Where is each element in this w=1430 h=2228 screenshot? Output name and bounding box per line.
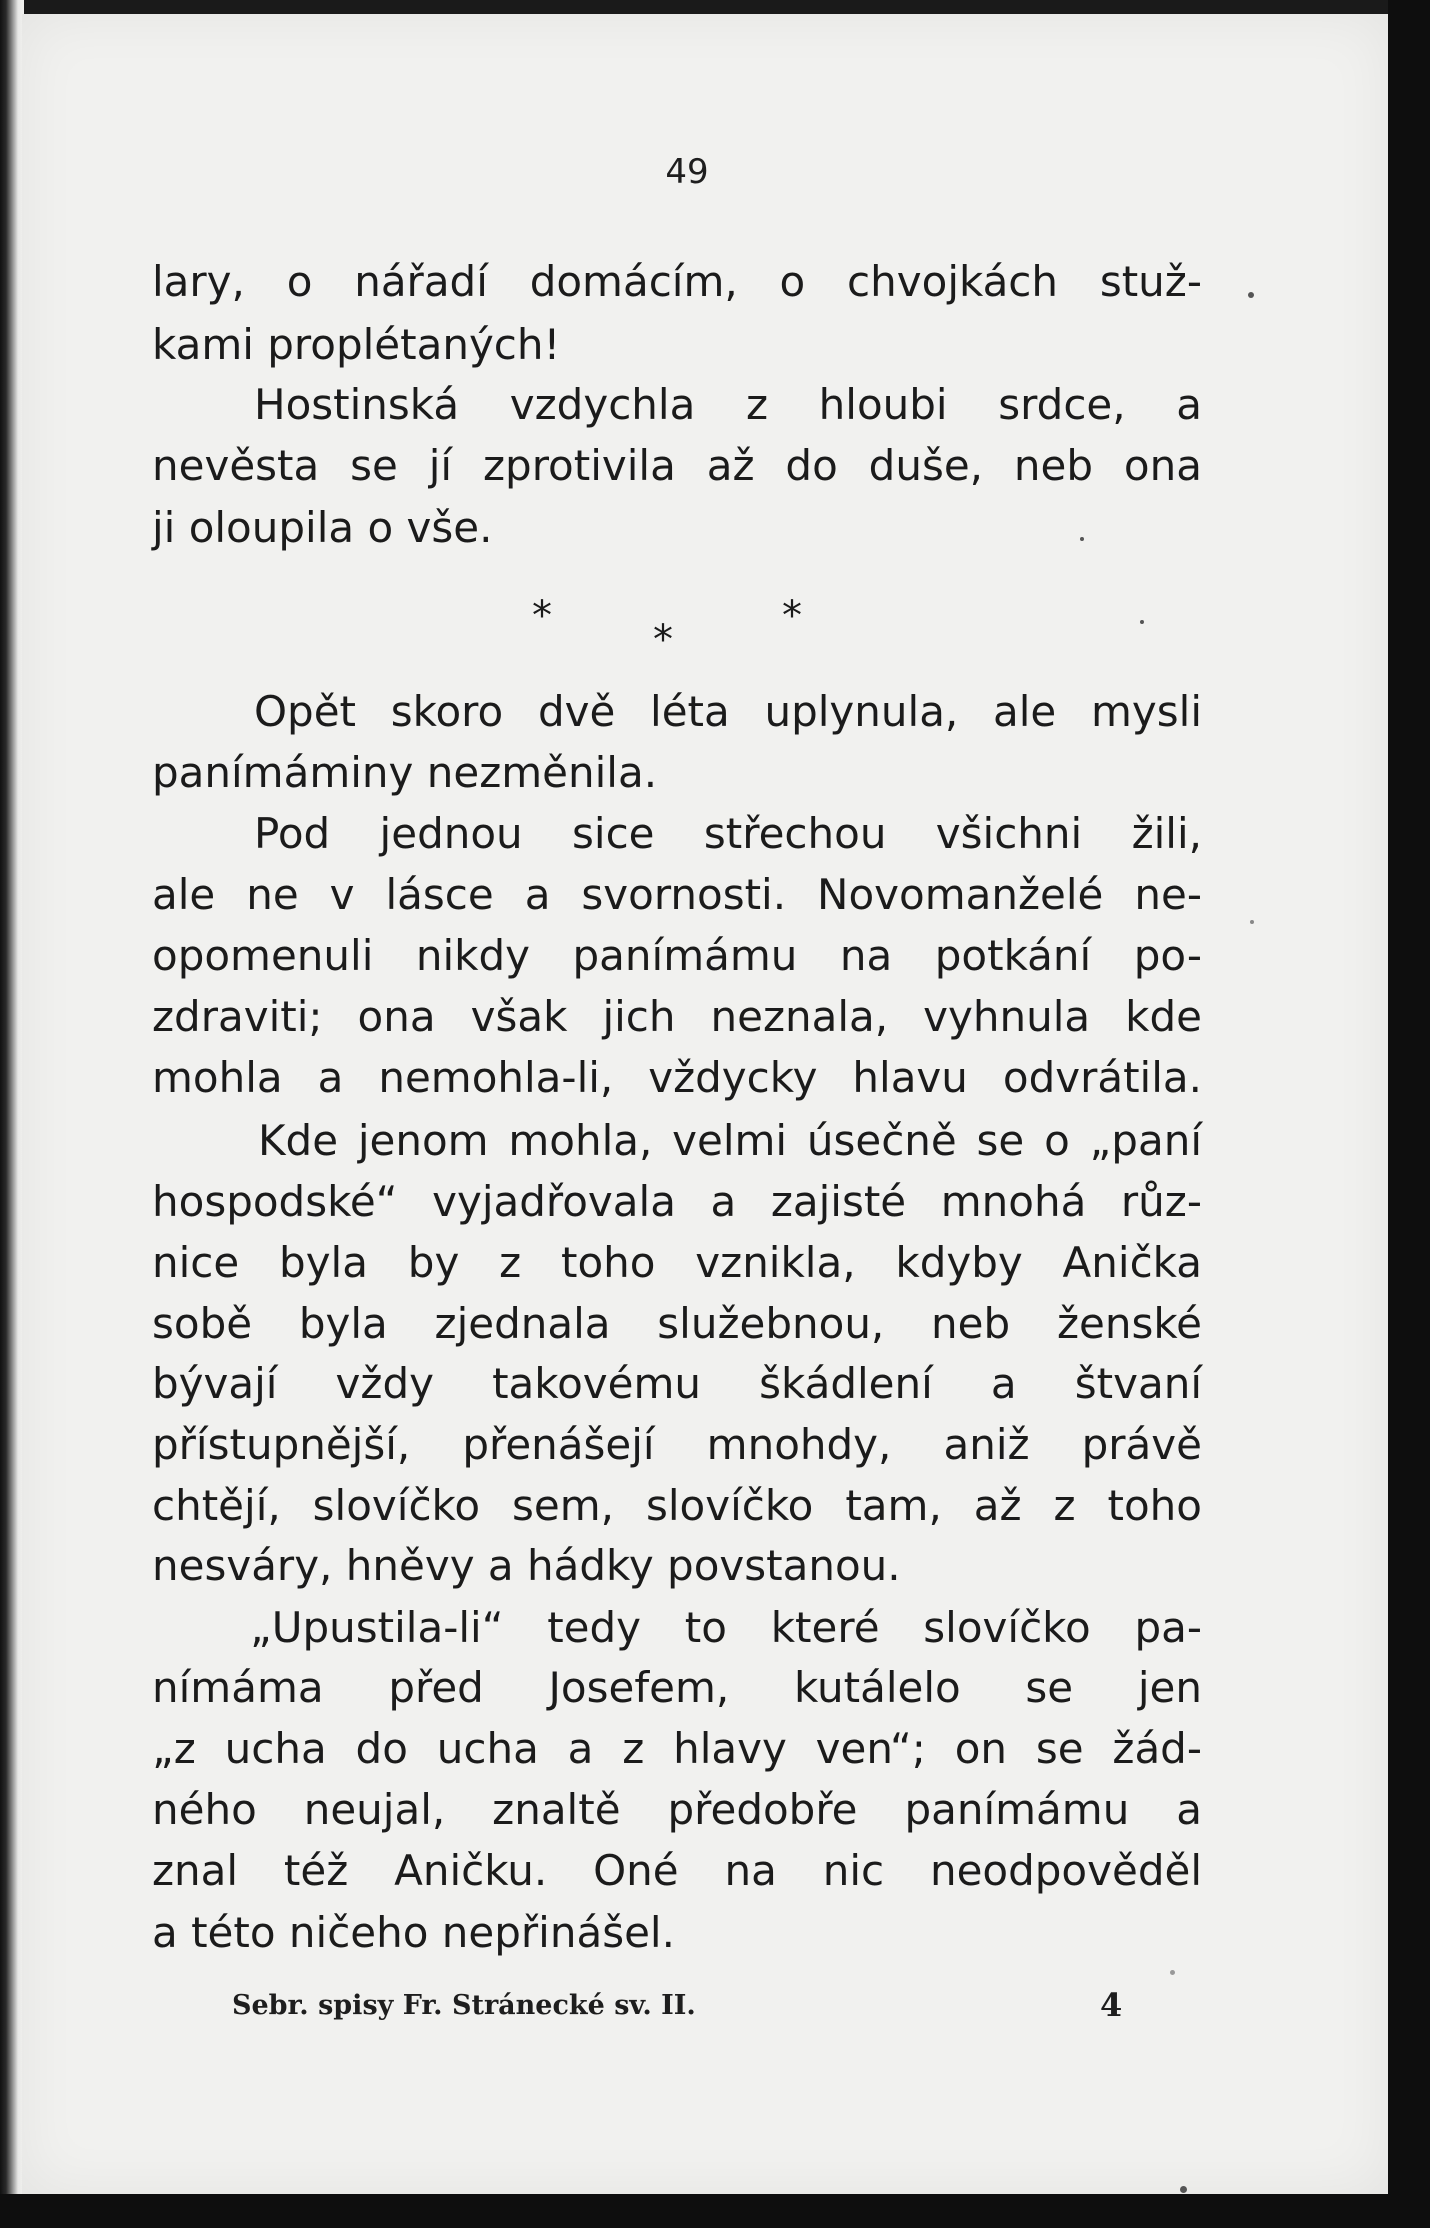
- section-break-asterisk: *: [782, 593, 802, 639]
- paragraph-first-line: Kde jenom mohla, velmi úsečně se o „paní: [258, 1116, 1202, 1165]
- text-line: lary, o nářadí domácím, o chvojkách stuž-: [152, 257, 1202, 306]
- text-line: znal též Aničku. Oné na nic neodpověděl: [152, 1846, 1202, 1895]
- text-line: ji oloupila o vše.: [152, 503, 493, 552]
- dust-speck: [1180, 2186, 1187, 2193]
- scan-left-edge: [0, 0, 24, 2228]
- text-line: sobě byla zjednala služebnou, neb ženské: [152, 1299, 1202, 1348]
- text-line: nesváry, hněvy a hádky povstanou.: [152, 1541, 901, 1590]
- section-break-asterisk: *: [532, 593, 552, 639]
- text-line: ale ne v lásce a svornosti. Novomanželé ne-: [152, 870, 1202, 919]
- scan-right-edge: [1388, 0, 1430, 2228]
- dust-speck: [1170, 1970, 1175, 1975]
- page-number: 49: [665, 152, 709, 192]
- footer-sheet-mark: 4: [1100, 1986, 1123, 2024]
- paragraph-first-line: „Upustila-li“ tedy to které slovíčko pa-: [250, 1603, 1202, 1652]
- text-line: ného neujal, znaltě předobře panímámu a: [152, 1785, 1202, 1834]
- dust-speck: [1250, 920, 1254, 924]
- text-line: hospodské“ vyjadřovala a zajisté mnohá růz-: [152, 1177, 1202, 1226]
- paragraph-first-line: Pod jednou sice střechou všichni žili,: [254, 809, 1202, 858]
- text-line: přístupnější, přenášejí mnohdy, aniž právě: [152, 1420, 1202, 1469]
- text-line: opomenuli nikdy panímámu na potkání po-: [152, 931, 1202, 980]
- text-line: nevěsta se jí zprotivila až do duše, neb ona: [152, 441, 1202, 490]
- paragraph-first-line: Opět skoro dvě léta uplynula, ale mysli: [254, 687, 1202, 736]
- paragraph-first-line: Hostinská vzdychla z hloubi srdce, a: [254, 380, 1202, 429]
- text-line: zdraviti; ona však jich neznala, vyhnula kde: [152, 992, 1202, 1041]
- text-line: panímáminy nezměnila.: [152, 748, 658, 797]
- text-line: nímáma před Josefem, kutálelo se jen: [152, 1663, 1202, 1712]
- scan-bottom-edge: [0, 2194, 1430, 2228]
- text-line: bývají vždy takovému škádlení a štvaní: [152, 1359, 1202, 1408]
- text-line: kami proplétaných!: [152, 320, 561, 369]
- text-line: a této ničeho nepřinášel.: [152, 1908, 675, 1957]
- dust-speck: [1080, 537, 1084, 541]
- text-line: nice byla by z toho vznikla, kdyby Anička: [152, 1238, 1202, 1287]
- text-line: mohla a nemohla-li, vždycky hlavu odvrátila.: [152, 1053, 1202, 1102]
- footer-signature: Sebr. spisy Fr. Stránecké sv. II.: [232, 1990, 696, 2021]
- text-line: „z ucha do ucha a z hlavy ven“; on se žád-: [152, 1724, 1202, 1773]
- text-line: chtějí, slovíčko sem, slovíčko tam, až z toho: [152, 1481, 1202, 1530]
- section-break-asterisk: *: [653, 617, 673, 663]
- dust-speck: [1140, 620, 1144, 624]
- dust-speck: [1248, 292, 1254, 298]
